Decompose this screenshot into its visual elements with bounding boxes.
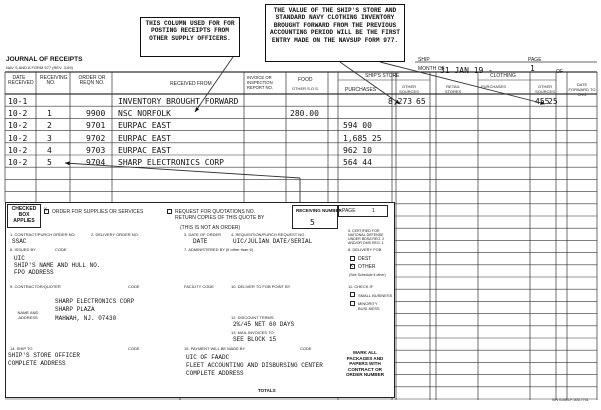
issued-by-code-label: CODE xyxy=(55,247,67,252)
certified-label: 5. CERTIFIED FOR NATIONAL DEFENSE UNDER BDSA REG. 2 AND/OR DMS REG. 1 xyxy=(348,229,385,245)
issued-by-label: 6. ISSUED BY xyxy=(10,247,36,252)
fob-schedule-note: (See Schedule if other) xyxy=(349,273,386,277)
row-order: 9704 xyxy=(86,158,106,167)
month-label: MONTH OF xyxy=(418,66,445,72)
col-order-header: ORDER OR REQN NO. xyxy=(78,75,106,86)
col-purchases-header: PURCHASES xyxy=(345,87,377,93)
row-date: 10-2 xyxy=(8,121,28,131)
row-order: 9701 xyxy=(86,121,106,131)
form-number: NAV S AND A FORM 577 (REV. 3-69) xyxy=(6,65,73,70)
row-date: 10-2 xyxy=(8,158,28,167)
month-value: 31 JAN 19 - xyxy=(440,66,493,75)
col-received-from-header: RECEIVED FROM xyxy=(170,81,212,87)
date-of-order-value: DATE xyxy=(193,238,208,245)
fob-other-label: OTHER xyxy=(358,264,376,270)
small-business-label: SMALL BUSINESS xyxy=(358,293,393,298)
delivery-fob-label: 8. DELIVERY FOB xyxy=(348,247,382,252)
check-if-label: 11. CHECK IF xyxy=(348,284,374,289)
checked-box-label: CHECKED BOX APPLIES xyxy=(11,206,37,224)
row-rcv: 4 xyxy=(47,145,52,155)
mail-invoices-value: SEE BLOCK 15 xyxy=(233,336,277,343)
row-date: 10-2 xyxy=(8,109,28,119)
col-clothing-header: CLOTHING xyxy=(490,73,516,79)
rfq-label: REQUEST FOR QUOTATIONS NO. xyxy=(175,209,256,215)
issued-by-fpo: FPO ADDRESS xyxy=(14,269,54,276)
contractor-name: SHARP ELECTRONICS CORP xyxy=(55,298,135,305)
contract-no-label: 1. CONTRACT/PURCH ORDER NO. xyxy=(10,232,76,237)
contractor-street: SHARP PLAZA xyxy=(55,306,95,313)
footer-code: S/N 0108-LF-505-7701 xyxy=(552,398,589,402)
row-rcv: 1 xyxy=(47,109,52,119)
row-order: 9900 xyxy=(86,109,106,119)
ship-to-address: COMPLETE ADDRESS xyxy=(8,360,66,367)
callout-other-supply-officers: THIS COLUMN USED FOR FOR POSTING RECEIPTS FROM OTHER SUPPLY OFFICERS. xyxy=(140,17,240,57)
contractor-city: MAHWAH, NJ. 07430 xyxy=(55,315,117,322)
col-food-sub-header: OTHER S.O.S. xyxy=(292,86,319,91)
name-address-label: NAME AND ADDRESS xyxy=(17,310,39,320)
callout-arrow-left-head xyxy=(195,107,199,112)
contractor-code-label: CODE xyxy=(128,284,140,289)
ship-to-officer: SHIP'S STORE OFFICER xyxy=(8,352,81,359)
col-food-header: FOOD xyxy=(298,77,313,83)
row-cloth-other-cents: 25 xyxy=(548,97,558,106)
payment-by-label: 15. PAYMENT WILL BE MADE BY xyxy=(184,346,246,351)
contract-no-value: SSAC xyxy=(12,238,27,245)
contractor-label: 9. CONTRACTOR/QUOTER xyxy=(10,284,61,289)
row-order: 9702 xyxy=(86,133,106,143)
row-rcv: 5 xyxy=(47,158,52,167)
row-from: NSC NORFOLK xyxy=(118,109,171,119)
page-value: 1 xyxy=(530,64,535,73)
date-of-order-label: 3. DATE OF ORDER xyxy=(184,232,222,237)
col-retail-stores-header: RETAIL STORES xyxy=(444,84,462,94)
journal-title: JOURNAL OF RECEIPTS xyxy=(6,56,83,63)
row-purch: 594 00 xyxy=(343,121,372,131)
administered-by-label: 7. ADMINISTERED BY (if other than 6) xyxy=(184,247,254,252)
minority-business-label: MINORITY BUSI-NESS xyxy=(358,301,380,311)
row-rcv: 2 xyxy=(47,121,52,131)
discount-terms-value: 2%/45 NET 60 DAYS xyxy=(233,321,295,328)
payment-uic: UIC OF FAADC xyxy=(186,354,230,361)
deliver-to-label: 10. DELIVER TO FOB POINT BY xyxy=(231,284,291,289)
small-business-checkbox[interactable] xyxy=(350,292,355,297)
receiving-number-label: RECEIVING NUMBER xyxy=(296,208,342,213)
row-food: 280.00 xyxy=(290,109,319,119)
mail-invoices-label: 13. MAIL INVOICES TO xyxy=(231,330,274,335)
receiving-number-value: 5 xyxy=(310,218,315,227)
row-date: 10-2 xyxy=(8,145,28,155)
col-invoice-header: INVOICE OR INSPECTION REPORT NO. xyxy=(247,75,273,90)
row-from: EURPAC EAST xyxy=(118,121,171,131)
row-from: INVENTORY BROUGHT FORWARD xyxy=(118,97,239,106)
rfq-return-label: RETURN COPIES OF THIS QUOTE BY xyxy=(175,215,265,221)
order-page-value: 1 xyxy=(372,208,375,214)
issued-by-uic: UIC xyxy=(14,255,25,262)
col-ships-store-header: SHIP'S STORE xyxy=(365,73,400,79)
payment-code-label: CODE xyxy=(300,346,312,351)
receiving-link-arrow-head xyxy=(65,161,70,165)
fob-other-mark: X xyxy=(350,263,354,269)
payment-address: COMPLETE ADDRESS xyxy=(186,370,244,377)
row-purch: 564 44 xyxy=(343,158,372,167)
fob-dest-checkbox[interactable] xyxy=(350,256,355,261)
row-date: 10-2 xyxy=(8,133,28,143)
issued-by-ship: SHIP'S NAME AND HULL NO. xyxy=(14,262,101,269)
row-from: EURPAC EAST xyxy=(118,133,171,143)
col-clothing-other-header: OTHER SOURCES xyxy=(535,84,555,94)
order-checkbox-mark: X xyxy=(44,207,48,213)
ship-to-label: 14. SHIP TO xyxy=(10,346,33,351)
col-clothing-purch-header: PURCHASES xyxy=(481,84,506,89)
row-from: EURPAC EAST xyxy=(118,145,171,155)
ship-label: SHIP xyxy=(418,57,430,63)
page-label: PAGE xyxy=(528,57,542,63)
row-date: 10-1 xyxy=(8,97,28,106)
facility-code-label: FACILITY CODE xyxy=(184,284,214,289)
row-other-whole: 8,273 xyxy=(388,97,413,106)
row-from: SHARP ELECTRONICS CORP xyxy=(118,158,224,167)
row-purch: 962 10 xyxy=(343,145,372,155)
requisition-value: UIC/JULIAN DATE/SERIAL xyxy=(233,238,313,245)
col-other-sources-header: OTHER SOURCES xyxy=(399,84,419,94)
minority-business-checkbox[interactable] xyxy=(350,301,355,306)
page-of-label: OF xyxy=(556,69,563,75)
row-other-cents: 65 xyxy=(416,97,426,106)
callout-inventory-brought-forward: THE VALUE OF THE SHIP'S STORE AND STANDARD NAVY CLOTHING INVENTORY BROUGHT FORWARD FROM THE PREVIOUS ACCOUNTING PERIOD WILL BE THE FIRST ENTRY MADE ON THE NAVSUP FORM 977. xyxy=(265,4,405,62)
col-date-forward-header: DATE FORWARD TO CHG xyxy=(568,82,596,97)
ship-to-code-label: CODE xyxy=(128,346,140,351)
mark-packages-note: MARK ALL PACKAGES AND PAPERS WITH CONTRACT OR ORDER NUMBER xyxy=(345,350,385,378)
delivery-order-label: 2. DELIVERY ORDER NO. xyxy=(91,232,139,237)
order-option-label: ORDER FOR SUPPLIES OR SERVICES xyxy=(52,209,144,215)
order-page-label: PAGE xyxy=(342,208,356,214)
col-date-header: DATE RECEIVED xyxy=(8,75,34,86)
row-purch: 1,685 25 xyxy=(343,133,382,143)
col-receiving-header: RECEIVING NO. xyxy=(40,75,68,86)
row-order: 9703 xyxy=(86,145,106,155)
discount-terms-label: 12. DISCOUNT TERMS xyxy=(231,315,274,320)
row-cloth-other-whole: 455 xyxy=(535,97,550,106)
requisition-label: 4. REQUISITION/PURCH REQUEST NO. xyxy=(231,232,306,237)
rfq-checkbox[interactable] xyxy=(167,209,172,214)
rfq-note: (THIS IS NOT AN ORDER) xyxy=(180,225,241,231)
payment-center: FLEET ACCOUNTING AND DISBURSING CENTER xyxy=(186,362,323,369)
row-rcv: 3 xyxy=(47,133,52,143)
totals-label: TOTALS xyxy=(258,388,276,393)
fob-dest-label: DEST xyxy=(358,256,372,262)
